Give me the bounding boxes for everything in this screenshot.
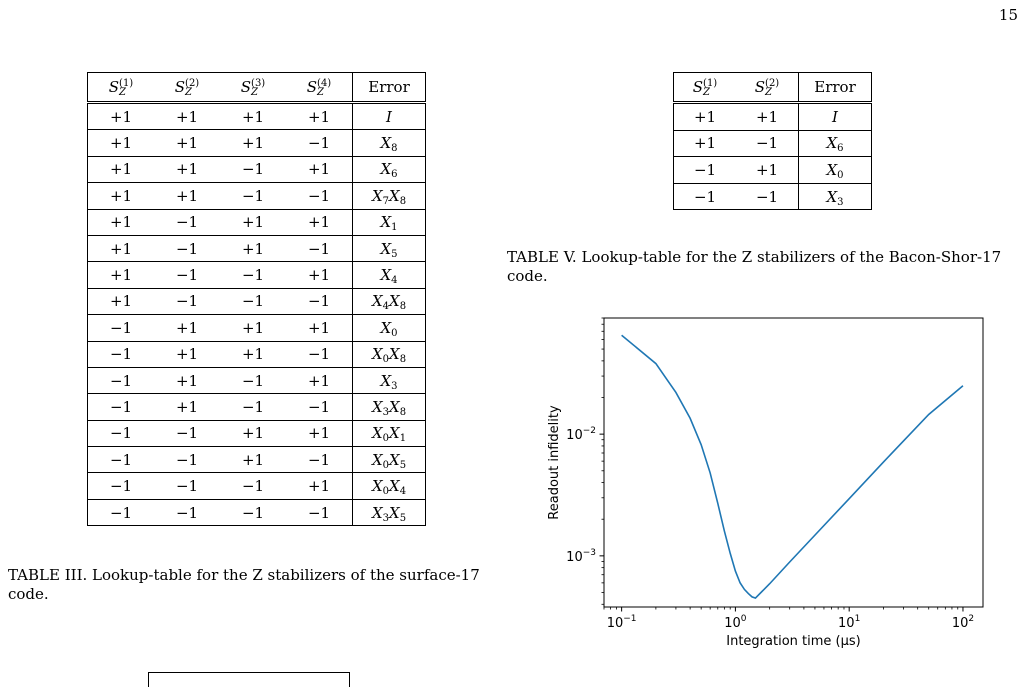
- table-row: [88, 130, 426, 156]
- table-iii-cell: −1: [220, 473, 286, 499]
- table-iii-cell: −1: [286, 447, 353, 473]
- table-v-cell: −1: [736, 183, 799, 210]
- table-v-header-1: S (2) Z: [736, 73, 799, 103]
- table-iii-cell: −1: [220, 367, 286, 393]
- y-axis-label: Readout infidelity: [547, 405, 562, 520]
- table-iii-caption: TABLE III. Lookup-table for the Z stabilizers of the surface-17 code.: [8, 566, 480, 603]
- table-iii-cell: −1: [154, 499, 220, 525]
- table-iii-cell: +1: [88, 130, 155, 156]
- table-iii-header-2: S (3) Z: [220, 73, 286, 103]
- table-iii-cell: $X_4X_8$: [353, 288, 426, 314]
- table-v-cell: +1: [736, 103, 799, 131]
- table-iii-header-4: Error: [353, 73, 426, 103]
- table-iii-cell: +1: [88, 262, 155, 288]
- table-iii-cell: $X_7X_8$: [353, 183, 426, 209]
- x-tick-label: $10^2$: [951, 614, 975, 631]
- table-v-cell: +1: [736, 157, 799, 184]
- table-v-cell: −1: [674, 183, 737, 210]
- table-row: [88, 447, 426, 473]
- table-iii-cell: $X_0X_8$: [353, 341, 426, 367]
- table-iii-cell: −1: [286, 341, 353, 367]
- table-v-cell: −1: [674, 157, 737, 184]
- table-row: [88, 156, 426, 182]
- table-row: [88, 367, 426, 393]
- table-iii-cell: $X_1$: [353, 209, 426, 235]
- table-iii-cell: +1: [220, 341, 286, 367]
- table-iii-cell: −1: [88, 473, 155, 499]
- table-iii-cell: +1: [88, 288, 155, 314]
- table-iii-cell: $X_5$: [353, 235, 426, 261]
- table-iii-cell: −1: [286, 183, 353, 209]
- table-iii-cell: +1: [286, 420, 353, 446]
- table-iii-cell: +1: [154, 103, 220, 130]
- table-iii-cell: −1: [88, 341, 155, 367]
- table-iii-cell: +1: [154, 341, 220, 367]
- table-v-caption: TABLE V. Lookup-table for the Z stabilizers of the Bacon-Shor-17 code.: [507, 248, 1002, 285]
- table-iii-cell: +1: [286, 209, 353, 235]
- table-iii-cell: +1: [88, 156, 155, 182]
- table-row: [674, 183, 872, 210]
- table-iii-cell: −1: [286, 130, 353, 156]
- table-iii-cell: −1: [286, 499, 353, 525]
- table-v-cell: $X_3$: [799, 183, 872, 210]
- table-iii-cell: +1: [220, 315, 286, 341]
- table-v-cell: $X_6$: [799, 130, 872, 157]
- table-iii-cell: +1: [154, 315, 220, 341]
- table-iii-cell: +1: [154, 156, 220, 182]
- table-row: [88, 262, 426, 288]
- table-v-cell: −1: [736, 130, 799, 157]
- table-iii-cell: −1: [154, 235, 220, 261]
- table-row: [88, 420, 426, 446]
- table-iii-cell: −1: [88, 367, 155, 393]
- y-tick-label: $10^{-2}$: [566, 426, 596, 444]
- table-iii-cell: +1: [88, 103, 155, 130]
- table-iii-cell: $X_6$: [353, 156, 426, 182]
- table-row: [88, 394, 426, 420]
- table-row: [88, 315, 426, 341]
- table-iii-cell: +1: [220, 130, 286, 156]
- table-row: [88, 499, 426, 525]
- table-iii-cell: I: [353, 103, 426, 130]
- x-tick-label: $10^{-1}$: [606, 614, 637, 631]
- table-iii-cell: $X_3X_5$: [353, 499, 426, 525]
- table-iii-cell: −1: [220, 499, 286, 525]
- table-iii-cell: −1: [220, 156, 286, 182]
- table-iii-cell: +1: [220, 420, 286, 446]
- table-iii-cell: −1: [286, 235, 353, 261]
- table-iii-cell: $X_0X_4$: [353, 473, 426, 499]
- table-iii: [87, 72, 426, 526]
- table-iii-cell: −1: [220, 288, 286, 314]
- table-v-cell: $X_0$: [799, 157, 872, 184]
- table-iii-header-0: S (1) Z: [88, 73, 155, 103]
- table-row: [88, 103, 426, 130]
- table-row: [88, 183, 426, 209]
- table-iii-cell: +1: [286, 473, 353, 499]
- table-iii-cell: −1: [220, 183, 286, 209]
- table-iii-cell: −1: [88, 420, 155, 446]
- page-number: 15: [998, 6, 1018, 24]
- table-iii-cell: −1: [154, 262, 220, 288]
- table-iii-cell: −1: [88, 499, 155, 525]
- table-iii-header-3: S (4) Z: [286, 73, 353, 103]
- table-v-header-0: S (1) Z: [674, 73, 737, 103]
- table-iii-cell: −1: [88, 394, 155, 420]
- table-iii-cell: −1: [88, 447, 155, 473]
- table-v-cell: I: [799, 103, 872, 131]
- table-iii-cell: +1: [286, 156, 353, 182]
- table-iii-cell: +1: [286, 262, 353, 288]
- series-line: [622, 335, 963, 598]
- table-row: [674, 157, 872, 184]
- table-iii-cell: +1: [286, 367, 353, 393]
- x-tick-label: $10^1$: [838, 614, 861, 631]
- readout-infidelity-chart: [542, 310, 992, 655]
- table-iii-cell: $X_3X_8$: [353, 394, 426, 420]
- table-iii-cell: −1: [154, 420, 220, 446]
- table-iii-header-row: [88, 73, 426, 103]
- table-iii-cell: +1: [154, 394, 220, 420]
- table-iii-cell: +1: [220, 447, 286, 473]
- table-iii-cell: −1: [286, 394, 353, 420]
- x-tick-label: $10^0$: [724, 614, 747, 631]
- y-tick-label: $10^{-3}$: [566, 547, 596, 565]
- table-row: [88, 209, 426, 235]
- plot-frame: [604, 318, 983, 607]
- table-iii-cell: +1: [286, 315, 353, 341]
- table-iii-cell: $X_3$: [353, 367, 426, 393]
- table-row: [88, 473, 426, 499]
- table-v-header-row: [674, 73, 872, 103]
- table-iii-cell: −1: [154, 473, 220, 499]
- table-iii-cell: −1: [286, 288, 353, 314]
- table-v-cell: +1: [674, 130, 737, 157]
- table-row: [674, 103, 872, 131]
- table-iii-cell: +1: [88, 183, 155, 209]
- table-v-cell: +1: [674, 103, 737, 131]
- table-iii-cell: +1: [220, 235, 286, 261]
- table-v-header-2: Error: [799, 73, 872, 103]
- table-iii-cell: +1: [154, 183, 220, 209]
- table-iii-cell: −1: [220, 262, 286, 288]
- table-iii-cell: +1: [154, 130, 220, 156]
- table-iii-cell: −1: [220, 394, 286, 420]
- table-iii-cell: −1: [154, 447, 220, 473]
- table-iii-cell: −1: [154, 288, 220, 314]
- table-iii-cell: $X_4$: [353, 262, 426, 288]
- table-iii-cell: +1: [88, 235, 155, 261]
- table-iii-header-1: S (2) Z: [154, 73, 220, 103]
- table-iii-cell: −1: [154, 209, 220, 235]
- table-iii-cell: −1: [88, 315, 155, 341]
- table-row: [88, 341, 426, 367]
- x-axis-label: Integration time (μs): [726, 634, 861, 649]
- table-iii-cell: +1: [220, 209, 286, 235]
- table-iii-cell: $X_8$: [353, 130, 426, 156]
- table-row: [88, 288, 426, 314]
- table-iii-cell: $X_0$: [353, 315, 426, 341]
- table-row: [88, 235, 426, 261]
- table-iii-cell: $X_0X_1$: [353, 420, 426, 446]
- table-v: [673, 72, 872, 210]
- table-iii-cell: +1: [286, 103, 353, 130]
- table-row: [674, 130, 872, 157]
- table-iii-cell: $X_0X_5$: [353, 447, 426, 473]
- table-iii-cell: +1: [220, 103, 286, 130]
- table-iii-cell: +1: [88, 209, 155, 235]
- table-iii-cell: +1: [154, 367, 220, 393]
